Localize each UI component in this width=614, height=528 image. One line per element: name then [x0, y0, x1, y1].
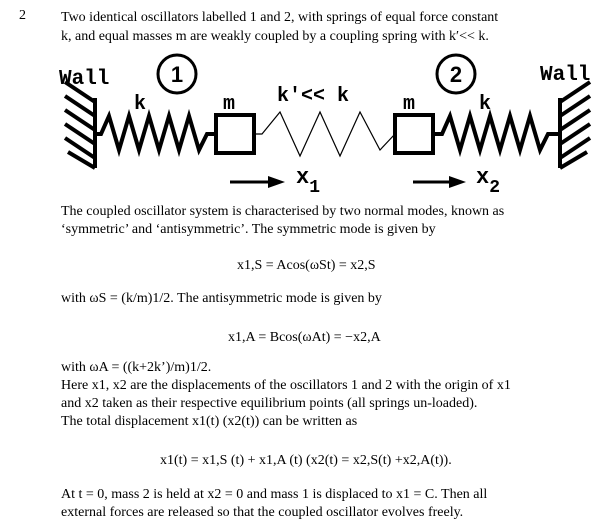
oscillator-1-label: 1 — [170, 62, 184, 87]
arrow-x1 — [230, 176, 285, 188]
paragraph-initial-conditions — [61, 486, 606, 522]
problem-intro — [61, 8, 601, 46]
wall-right-label: Wall — [540, 64, 591, 87]
spring-right — [433, 116, 560, 150]
mass-right-label: m — [403, 93, 416, 116]
paragraph3-line-2: external forces are released so that the coupled oscillator evolves freely. — [61, 505, 464, 520]
equation-symmetric-text: x1,S = Acos(ωSt) = x2,S — [237, 258, 376, 273]
paragraph2-line-1: Here x1, x2 are the displacements of the oscillators 1 and 2 with the origin of x1 — [61, 378, 511, 393]
omega-a-line: with ωA = ((k+2k’)/m)1/2. — [61, 360, 212, 375]
disp-x2-sub: 2 — [489, 178, 501, 198]
right-wall — [560, 82, 590, 168]
paragraph2-line-2: and x2 taken as their respective equilibrium points (all springs un-loaded). — [61, 396, 478, 411]
disp-x1-var: x — [296, 165, 310, 190]
left-wall — [65, 82, 95, 168]
svg-text:x1 — [296, 165, 320, 198]
coupled-oscillator-diagram — [0, 50, 614, 200]
paragraph-displacements — [61, 377, 606, 431]
equation-symmetric — [237, 258, 376, 274]
intro-line-2: k, and equal masses m are weakly coupled by a coupling spring with k′<< k. — [61, 29, 489, 44]
paragraph1-line-1: The coupled oscillator system is characterised by two normal modes, known as — [61, 204, 505, 219]
arrow-x2 — [413, 176, 466, 188]
paragraph2-line-3: The total displacement x1(t) (x2(t)) can be written as — [61, 414, 358, 429]
equation-antisymmetric — [228, 330, 381, 346]
svg-text:x2 — [476, 165, 500, 198]
wall-left-label: Wall — [59, 68, 110, 91]
equation-total-text: x1(t) = x1,S (t) + x1,A (t) (x2(t) = x2,S(t) +x2,A(t)). — [160, 453, 452, 468]
omega-s-line: with ωS = (k/m)1/2. The antisymmetric mode is given by — [61, 291, 382, 306]
spring-left — [95, 116, 216, 150]
equation-total — [160, 453, 452, 469]
oscillator-2-label: 2 — [449, 62, 463, 87]
coupling-label: k'<< k — [277, 85, 350, 108]
mass-left — [216, 115, 254, 153]
disp-x1-sub: 1 — [309, 178, 321, 198]
mass-right — [395, 115, 433, 153]
spring-right-label: k — [479, 93, 492, 116]
spring-left-label: k — [134, 93, 147, 116]
paragraph1-line-2: ‘symmetric’ and ‘antisymmetric’. The symmetric mode is given by — [61, 222, 436, 237]
mass-left-label: m — [223, 93, 236, 116]
paragraph-normal-modes — [61, 203, 606, 239]
disp-x2-var: x — [476, 165, 490, 190]
equation-antisymmetric-text: x1,A = Bcos(ωAt) = −x2,A — [228, 330, 381, 345]
paragraph3-line-1: At t = 0, mass 2 is held at x2 = 0 and mass 1 is displaced to x1 = C. Then all — [61, 487, 488, 502]
coupling-spring — [254, 112, 395, 156]
intro-line-1: Two identical oscillators labelled 1 and 2, with springs of equal force constant — [61, 10, 499, 25]
question-number: 2 — [19, 8, 26, 23]
